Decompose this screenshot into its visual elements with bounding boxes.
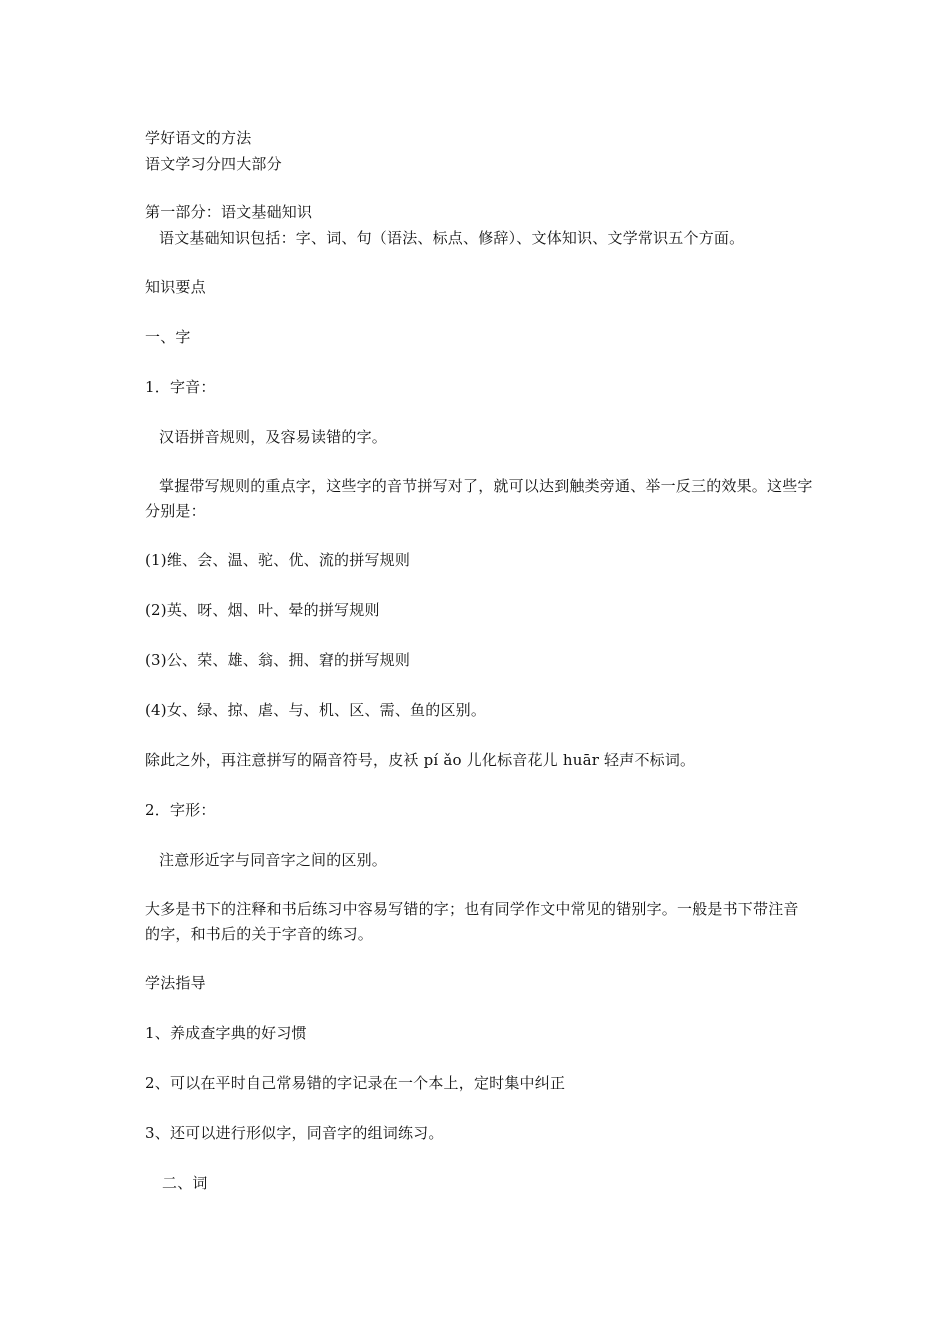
document-title: 学好语文的方法 xyxy=(145,129,252,147)
item2-heading: 2．字形： xyxy=(145,801,216,819)
rule-3: (3)公、荣、雄、翁、拥、窘的拼写规则 xyxy=(145,651,411,669)
method-heading: 学法指导 xyxy=(145,974,206,992)
document-subtitle: 语文学习分四大部分 xyxy=(145,155,282,173)
key-points-heading: 知识要点 xyxy=(145,278,206,296)
method-1: 1、养成查字典的好习惯 xyxy=(145,1024,307,1042)
extra-note: 除此之外，再注意拼写的隔音符号，皮袄 pí ǎo 儿化标音花儿 huār 轻声不标词。 xyxy=(145,751,696,769)
rule-1: (1)维、会、温、驼、优、流的拼写规则 xyxy=(145,551,411,569)
part1-heading: 第一部分：语文基础知识 xyxy=(145,203,313,221)
item2-paragraph-2: 大多是书下的注释和书后练习中容易写错的字；也有同学作文中常见的错别字。一般是书下带注音的字，和书后的关于字音的练习。 xyxy=(145,900,799,943)
item1-paragraph-1: 汉语拼音规则，及容易读错的字。 xyxy=(159,428,388,446)
method-2: 2、可以在平时自己常易错的字记录在一个本上，定时集中纠正 xyxy=(145,1074,566,1092)
section-two-heading: 二、词 xyxy=(162,1174,208,1192)
item1-heading: 1．字音： xyxy=(145,378,216,396)
method-3: 3、还可以进行形似字，同音字的组词练习。 xyxy=(145,1124,444,1142)
rule-4: (4)女、绿、掠、虐、与、机、区、需、鱼的区别。 xyxy=(145,701,487,719)
part1-intro: 语文基础知识包括：字、词、句（语法、标点、修辞）、文体知识、文学常识五个方面。 xyxy=(159,229,745,247)
item1-paragraph-2: 掌握带写规则的重点字，这些字的音节拼写对了，就可以达到触类旁通、举一反三的效果。这些字分别是： xyxy=(145,477,813,520)
rule-2: (2)英、呀、烟、叶、晕的拼写规则 xyxy=(145,601,380,619)
section-one-heading: 一、字 xyxy=(145,328,191,346)
item2-paragraph-1: 注意形近字与同音字之间的区别。 xyxy=(159,851,388,869)
